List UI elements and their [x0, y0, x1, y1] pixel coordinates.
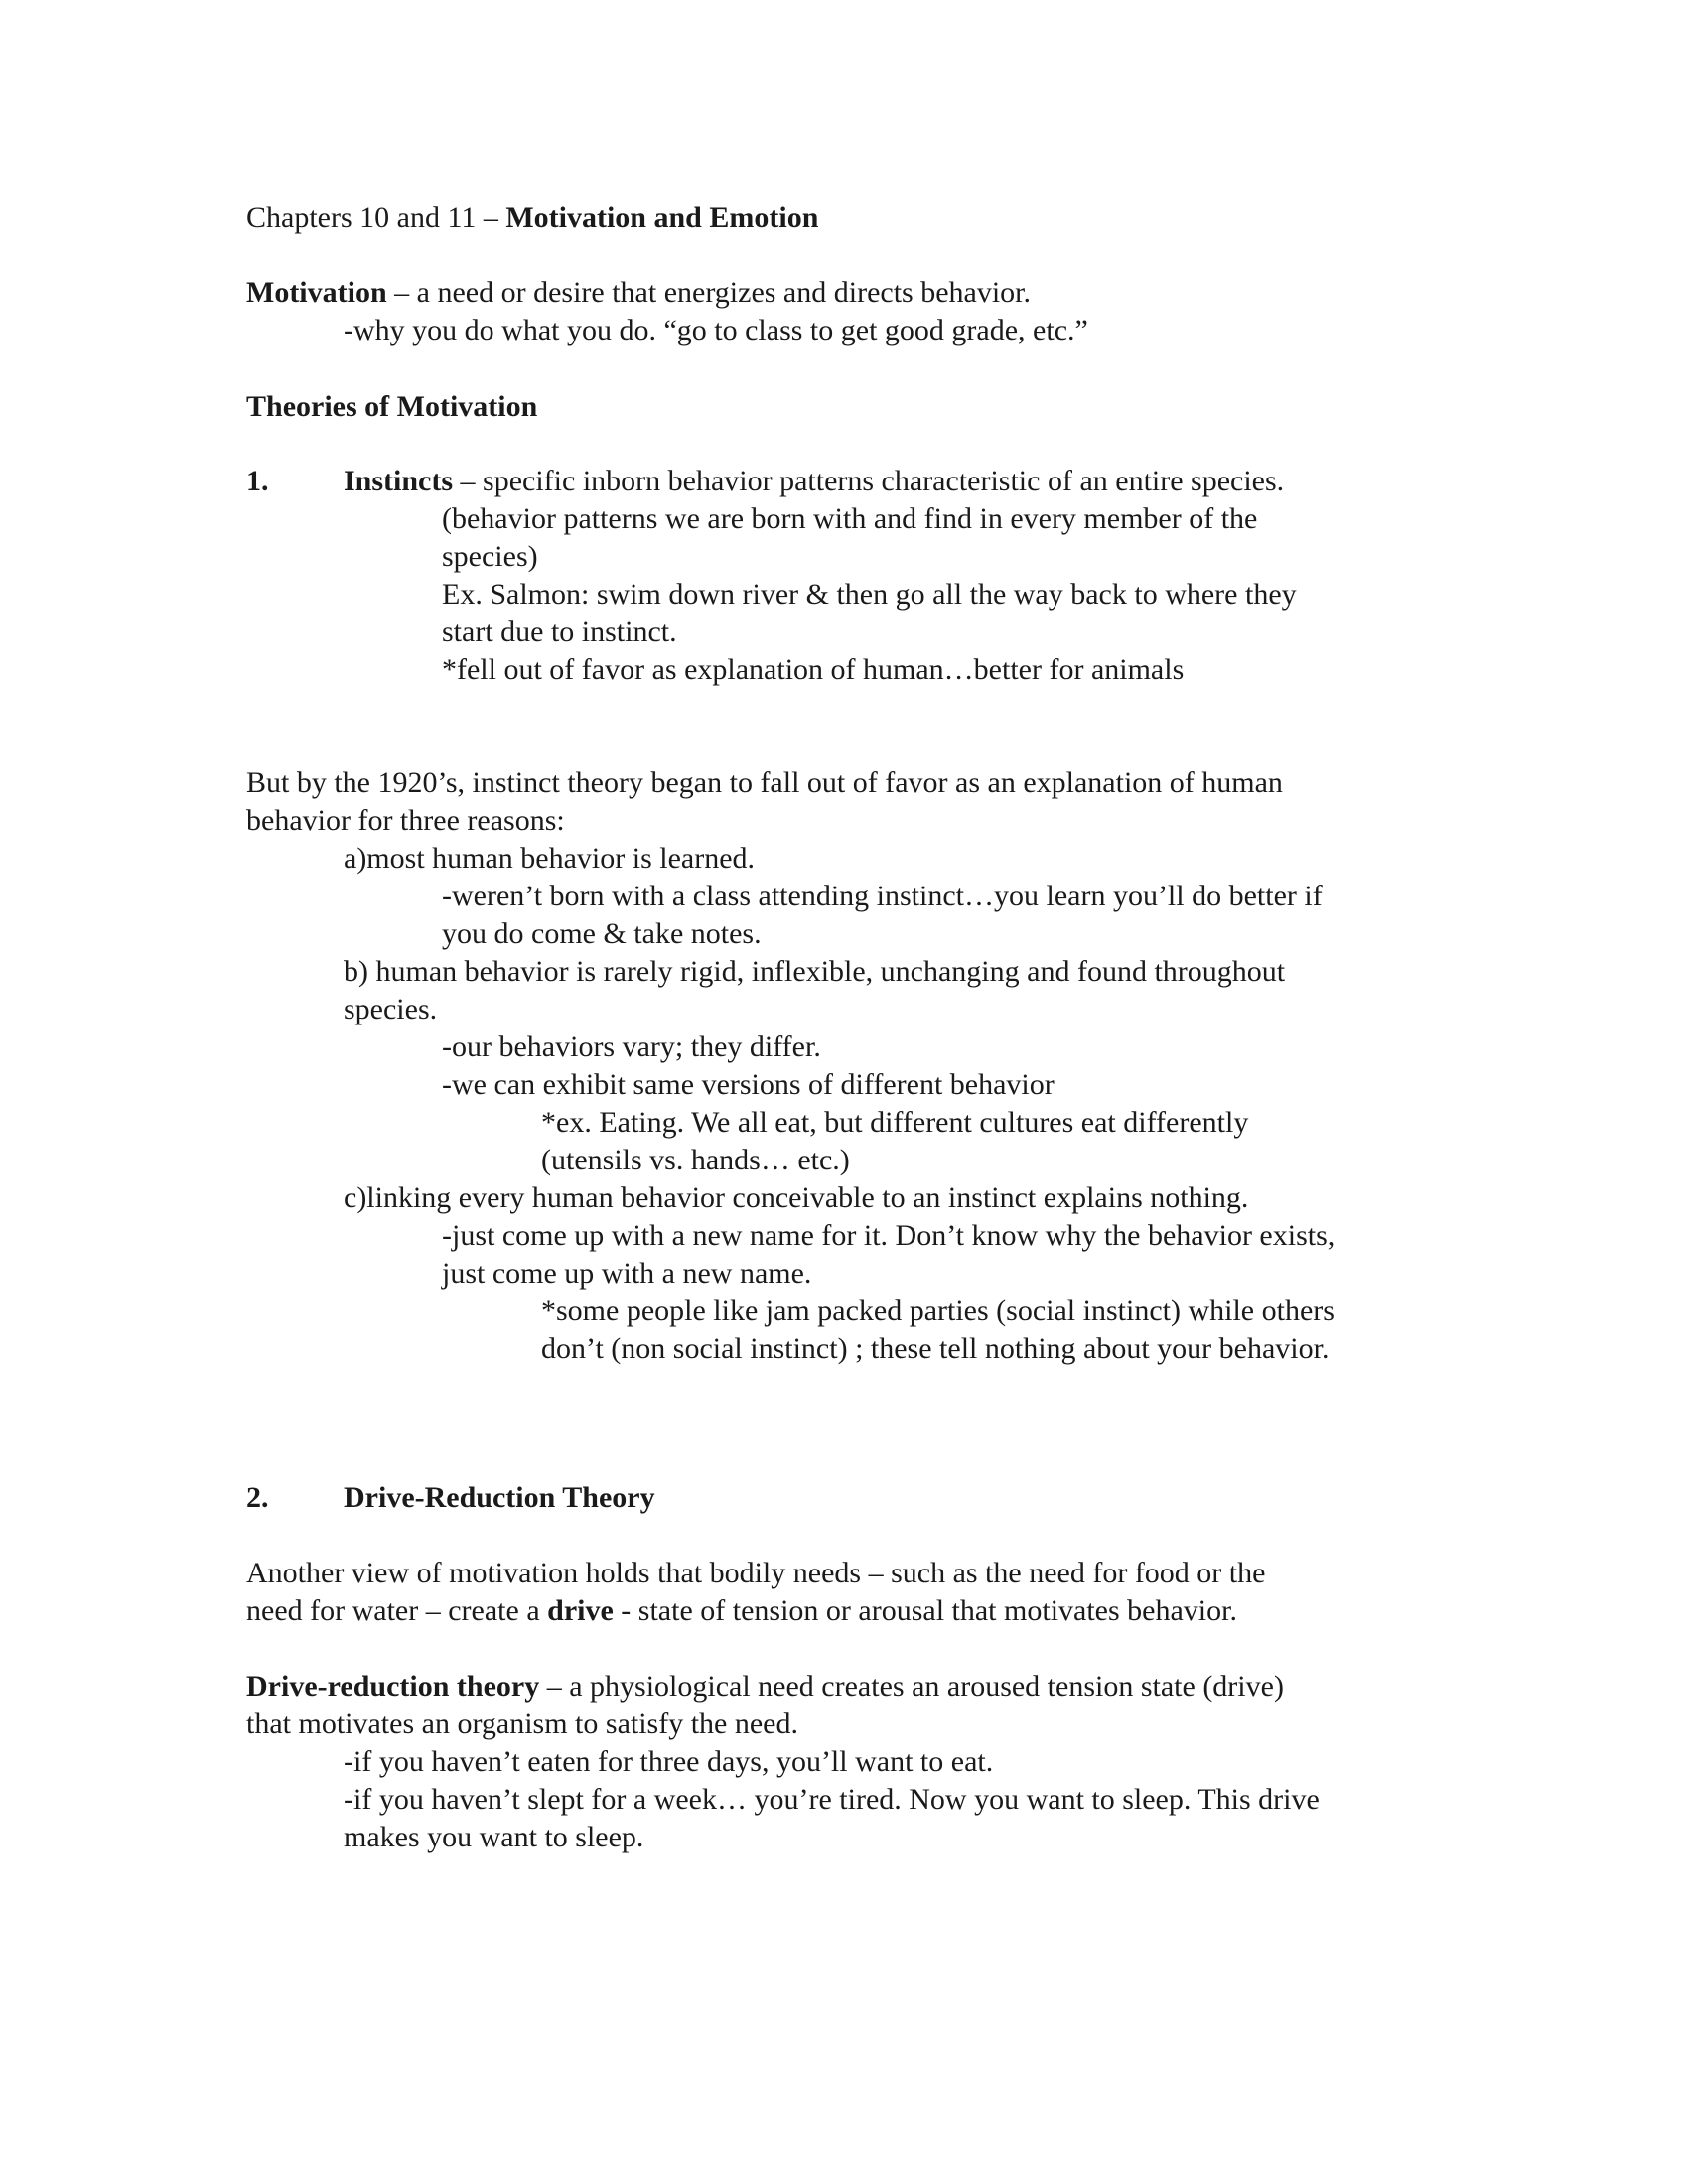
page-title	[246, 200, 818, 237]
reason-b-example: (utensils vs. hands… etc.)	[541, 1144, 850, 1176]
drive-example: makes you want to sleep.	[344, 1821, 644, 1853]
instincts-line: start due to instinct.	[442, 615, 677, 648]
reason-b-example: *ex. Eating. We all eat, but different cultures eat differently	[541, 1106, 1249, 1139]
instincts-line: species)	[442, 540, 538, 573]
motivation-term: Motivation	[246, 276, 387, 309]
drive-reduction-definition-text: – a physiological need creates an aroused tension state (drive)	[539, 1670, 1284, 1703]
drive-term: drive	[547, 1594, 614, 1627]
reasons-intro: But by the 1920’s, instinct theory began to fall out of favor as an explanation of human	[246, 766, 1283, 799]
reason-c-note: -just come up with a new name for it. Don’t know why the behavior exists,	[442, 1219, 1336, 1252]
reason-c-note: just come up with a new name.	[442, 1257, 812, 1290]
instincts-number: 1.	[246, 465, 269, 497]
motivation-definition-text: – a need or desire that energizes and directs behavior.	[386, 276, 1032, 309]
instincts-definition-text: – specific inborn behavior patterns characteristic of an entire species.	[453, 465, 1285, 497]
drive-reduction-term: Drive-reduction theory	[246, 1670, 540, 1703]
motivation-note: -why you do what you do. “go to class to get good grade, etc.”	[344, 314, 1088, 346]
reason-a-note: -weren’t born with a class attending instinct…you learn you’ll do better if	[442, 880, 1323, 912]
theories-heading: Theories of Motivation	[246, 390, 538, 423]
reason-a-note: you do come & take notes.	[442, 917, 762, 950]
instincts-term: Instincts	[344, 465, 454, 497]
drive-example: -if you haven’t eaten for three days, you’ll want to eat.	[344, 1745, 994, 1778]
drive-intro	[246, 1592, 1237, 1630]
drive-reduction-definition	[246, 1668, 1284, 1706]
title-main: Motivation and Emotion	[505, 202, 819, 234]
reason-b-note: -our behaviors vary; they differ.	[442, 1030, 821, 1063]
drive-section-number: 2.	[246, 1481, 269, 1514]
instincts-line: (behavior patterns we are born with and find in every member of the	[442, 502, 1258, 535]
drive-example: -if you haven’t slept for a week… you’re tired. Now you want to sleep. This drive	[344, 1783, 1320, 1816]
instincts-definition	[344, 463, 1284, 500]
title-prefix: Chapters 10 and 11 –	[246, 202, 506, 234]
reason-c: c)linking every human behavior conceivable to an instinct explains nothing.	[344, 1181, 1249, 1214]
reason-c-example: don’t (non social instinct) ; these tell nothing about your behavior.	[541, 1332, 1330, 1365]
instincts-line: *fell out of favor as explanation of human…better for animals	[442, 653, 1185, 686]
drive-intro: Another view of motivation holds that bodily needs – such as the need for food or the	[246, 1557, 1266, 1589]
reason-c-example: *some people like jam packed parties (social instinct) while others	[541, 1295, 1335, 1327]
motivation-definition	[246, 274, 1031, 312]
reason-a: a)most human behavior is learned.	[344, 842, 756, 875]
reasons-intro: behavior for three reasons:	[246, 804, 565, 837]
reason-b: b) human behavior is rarely rigid, inflexible, unchanging and found throughout	[344, 955, 1286, 988]
drive-section-title: Drive-Reduction Theory	[344, 1481, 655, 1514]
reason-b-note: -we can exhibit same versions of different behavior	[442, 1068, 1055, 1101]
drive-intro-post: - state of tension or arousal that motivates behavior.	[613, 1594, 1237, 1627]
drive-intro-pre: need for water – create a	[246, 1594, 548, 1627]
drive-reduction-definition-cont: that motivates an organism to satisfy the need.	[246, 1707, 798, 1740]
instincts-line: Ex. Salmon: swim down river & then go all the way back to where they	[442, 578, 1297, 611]
reason-b: species.	[344, 993, 438, 1025]
